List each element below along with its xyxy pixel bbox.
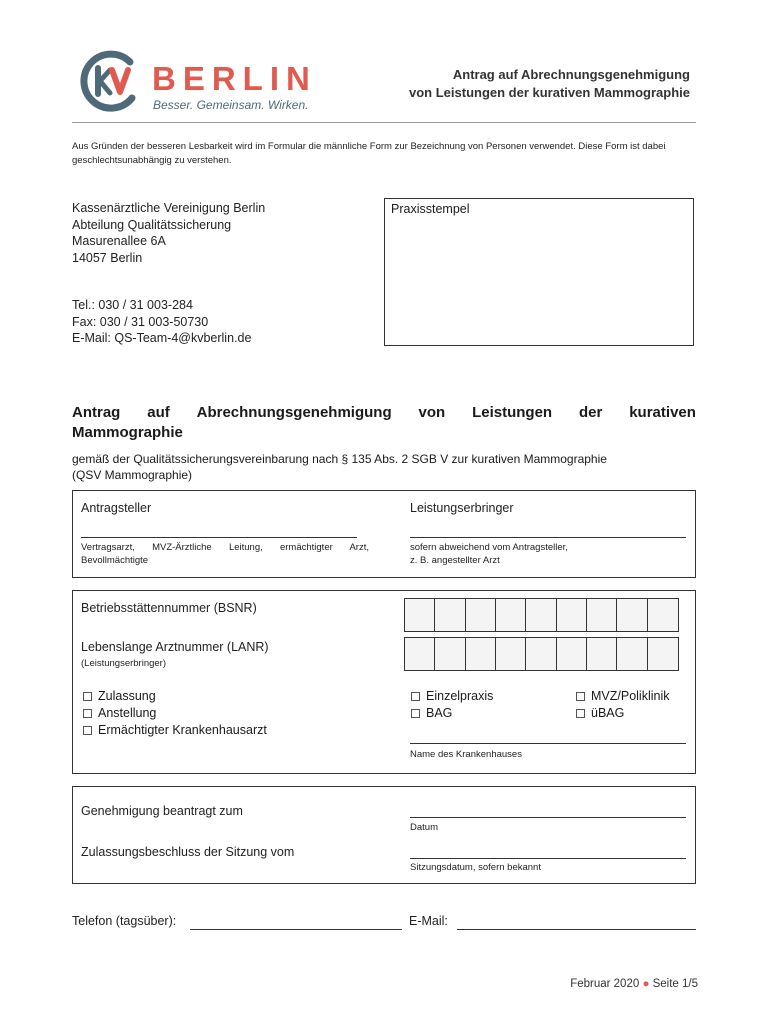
lanr-digit-cell[interactable] [617, 638, 647, 670]
lanr-input[interactable] [404, 637, 679, 671]
gender-note: Aus Gründen der besseren Lesbarkeit wird im Formular die männliche Form zur Bezeichnung von Personen verwendet. Diese Form ist dabei geschlechtsunabhängig zu verstehen. [72, 141, 666, 166]
subheading-line1: gemäß der Qualitätssicherungsvereinbarung nach § 135 Abs. 2 SGB V zur kurativen Mammographie [72, 452, 607, 466]
email-label: E-Mail: [409, 914, 448, 928]
heading-word: der [578, 404, 603, 421]
bsnr-digit-cell[interactable] [648, 599, 678, 631]
hospital-name-input-line[interactable] [410, 743, 686, 744]
document-title [409, 66, 690, 102]
applicant-hint-line2: Bevollmächtigte [81, 555, 149, 566]
footer-page-number: Seite 1/5 [652, 978, 698, 990]
applicant-hint-line1: Vertragsarzt, MVZ-Ärztliche Leitung, ermächtigter Arzt, [81, 542, 369, 553]
lanr-digit-cell[interactable] [557, 638, 587, 670]
provider-label: Leistungserbringer [410, 501, 514, 515]
document-title-line2: von Leistungen der kurativen Mammographie [409, 85, 690, 100]
checkbox-icon[interactable] [576, 709, 585, 718]
phone-number: Tel.: 030 / 31 003-284 [72, 298, 193, 312]
provider-input-line[interactable] [410, 537, 686, 538]
checkbox-label: BAG [426, 706, 453, 720]
checkbox-icon[interactable] [83, 726, 92, 735]
heading-word: Leistungen [472, 404, 553, 421]
session-date-label: Zulassungsbeschluss der Sitzung vom [81, 845, 295, 859]
applicant-hint [81, 541, 369, 567]
checkbox-icon[interactable] [411, 692, 420, 701]
checkbox-label: Einzelpraxis [426, 689, 494, 703]
practice-details-section [72, 590, 696, 774]
checkbox-icon[interactable] [576, 692, 585, 701]
checkbox-anstellung[interactable] [83, 706, 156, 720]
bsnr-digit-cell[interactable] [617, 599, 647, 631]
dates-section [72, 786, 696, 884]
session-date-hint: Sitzungsdatum, sofern bekannt [410, 862, 541, 873]
requested-date-label: Genehmigung beantragt zum [81, 804, 243, 818]
checkbox-label: Ermächtigter Krankenhausarzt [98, 723, 267, 737]
applicant-input-line[interactable] [81, 537, 357, 538]
heading-word: von [418, 404, 446, 421]
phone-input-line[interactable] [190, 929, 402, 930]
heading-word: auf [147, 404, 170, 421]
bsnr-digit-cell[interactable] [587, 599, 617, 631]
checkbox-icon[interactable] [83, 692, 92, 701]
provider-hint-line1: sofern abweichend vom Antragsteller, [410, 542, 568, 553]
form-subheading [72, 451, 696, 483]
checkbox-mvz-poliklinik[interactable] [576, 689, 670, 703]
logo-wordmark: BERLIN [152, 60, 317, 97]
contact-block [72, 297, 251, 347]
footer-date: Februar 2020 [570, 978, 640, 990]
bsnr-digit-cell[interactable] [435, 599, 465, 631]
requested-date-input-line[interactable] [410, 817, 686, 818]
checkbox-label: üBAG [591, 706, 625, 720]
heading-word: Abrechnungsgenehmigung [196, 404, 392, 421]
lanr-digit-cell[interactable] [526, 638, 556, 670]
fax-number: Fax: 030 / 31 003-50730 [72, 314, 209, 329]
practice-stamp-box[interactable] [384, 198, 694, 346]
email-input-line[interactable] [457, 929, 696, 930]
bsnr-digit-cell[interactable] [526, 599, 556, 631]
email-address[interactable]: E-Mail: QS-Team-4@kvberlin.de [72, 331, 252, 345]
applicant-section [72, 490, 696, 578]
lanr-hint: (Leistungserbringer) [81, 658, 167, 669]
checkbox-label: MVZ/Poliklinik [591, 689, 670, 703]
recipient-address [72, 200, 265, 266]
document-title-line1: Antrag auf Abrechnungsgenehmigung [452, 67, 690, 82]
requested-date-hint: Datum [410, 822, 438, 833]
checkbox-label: Anstellung [98, 706, 157, 720]
address-line: Kassenärztliche Vereinigung Berlin [72, 201, 266, 215]
address-line: Abteilung Qualitätssicherung [72, 217, 232, 232]
bsnr-label: Betriebsstättennummer (BSNR) [81, 601, 257, 615]
logo-tagline: Besser. Gemeinsam. Wirken. [153, 98, 309, 112]
checkbox-icon[interactable] [83, 709, 92, 718]
phone-label: Telefon (tagsüber): [72, 914, 177, 928]
lanr-digit-cell[interactable] [587, 638, 617, 670]
address-line: 14057 Berlin [72, 250, 143, 265]
kv-logo-icon [78, 50, 144, 112]
address-line: Masurenallee 6A [72, 234, 166, 248]
checkbox-ubag[interactable] [576, 706, 624, 720]
header-divider [72, 122, 696, 123]
checkbox-icon[interactable] [411, 709, 420, 718]
subheading-line2: (QSV Mammographie) [72, 468, 193, 482]
heading-word: kurativen [629, 404, 696, 421]
lanr-digit-cell[interactable] [405, 638, 435, 670]
session-date-input-line[interactable] [410, 858, 686, 859]
provider-hint-line2: z. B. angestellter Arzt [410, 555, 500, 566]
applicant-label: Antragsteller [81, 501, 152, 515]
bullet-dot-icon: ● [642, 978, 650, 990]
page-footer [570, 978, 698, 990]
checkbox-einzelpraxis[interactable] [411, 689, 493, 703]
bsnr-digit-cell[interactable] [557, 599, 587, 631]
checkbox-zulassung[interactable] [83, 689, 156, 703]
hospital-name-hint: Name des Krankenhauses [410, 749, 522, 760]
lanr-digit-cell[interactable] [496, 638, 526, 670]
bsnr-digit-cell[interactable] [496, 599, 526, 631]
checkbox-ermaechtigter-krankenhausarzt[interactable] [83, 723, 267, 737]
bsnr-digit-cell[interactable] [466, 599, 496, 631]
form-heading [72, 403, 696, 443]
lanr-digit-cell[interactable] [648, 638, 678, 670]
checkbox-label: Zulassung [98, 689, 156, 703]
lanr-digit-cell[interactable] [435, 638, 465, 670]
heading-line2: Mammographie [72, 424, 183, 441]
lanr-digit-cell[interactable] [466, 638, 496, 670]
checkbox-bag[interactable] [411, 706, 452, 720]
heading-line1 [72, 403, 696, 423]
provider-hint [410, 541, 568, 567]
heading-word: Antrag [72, 404, 121, 421]
bsnr-digit-cell[interactable] [405, 599, 435, 631]
lanr-label: Lebenslange Arztnummer (LANR) [81, 640, 269, 654]
bsnr-input[interactable] [404, 598, 679, 632]
practice-stamp-label: Praxisstempel [391, 202, 470, 216]
